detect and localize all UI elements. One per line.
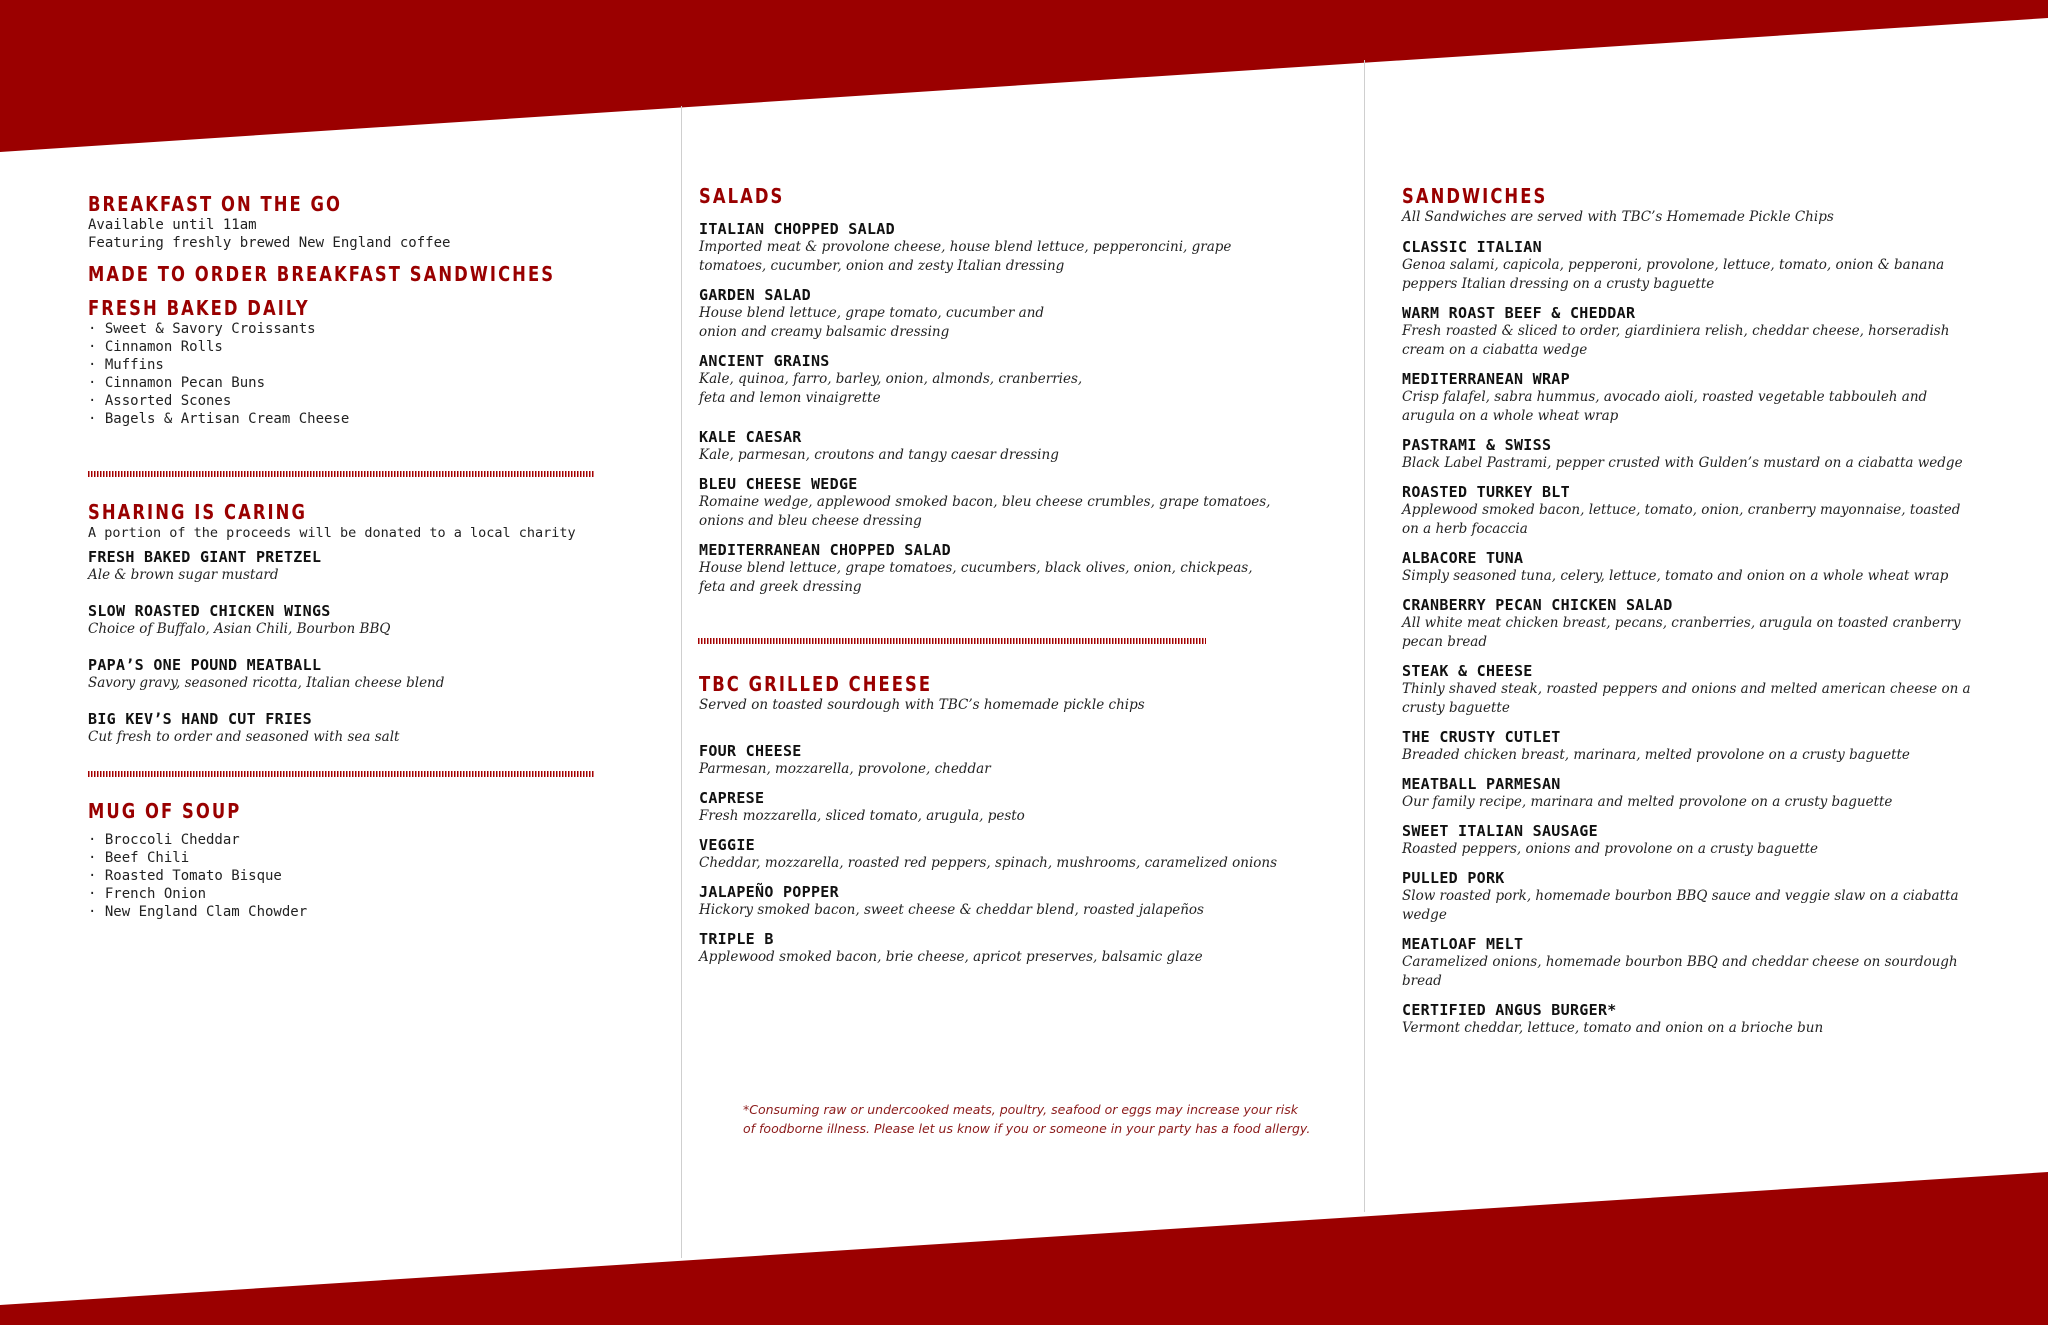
item-name: MEATLOAF MELT bbox=[1402, 935, 1524, 953]
item-name: ROASTED TURKEY BLT bbox=[1402, 483, 1570, 501]
list-item bbox=[1402, 775, 1977, 812]
list-item bbox=[1402, 436, 1977, 473]
item-description: Breaded chicken breast, marinara, melted provolone on a crusty baguette bbox=[1402, 747, 1910, 763]
list-item bbox=[1402, 728, 1977, 765]
item-name: KALE CAESAR bbox=[699, 428, 802, 446]
right-column bbox=[1402, 184, 1977, 1048]
item-description: Cheddar, mozzarella, roasted red peppers, spinach, mushrooms, caramelized onions bbox=[699, 855, 1278, 871]
list-item: · French Onion bbox=[88, 886, 207, 902]
list-item: · Beef Chili bbox=[88, 850, 190, 866]
item-name: BLEU CHEESE WEDGE bbox=[699, 475, 858, 493]
fresh-baked-list bbox=[88, 320, 648, 428]
list-item bbox=[699, 352, 1099, 408]
item-name: CAPRESE bbox=[699, 789, 765, 807]
item-name: MEDITERRANEAN WRAP bbox=[1402, 370, 1570, 388]
left-column bbox=[88, 192, 648, 428]
item-description: Parmesan, mozzarella, provolone, cheddar bbox=[699, 761, 991, 777]
salads-title: SALADS bbox=[699, 184, 785, 208]
list-item: · Roasted Tomato Bisque bbox=[88, 868, 282, 884]
list-item bbox=[699, 836, 1279, 873]
item-description: Kale, quinoa, farro, barley, onion, almonds, cranberries, feta and lemon vinaigrette bbox=[699, 371, 1083, 406]
item-description: Vermont cheddar, lettuce, tomato and onion on a brioche bun bbox=[1402, 1020, 1824, 1036]
list-item: · Broccoli Cheddar bbox=[88, 832, 240, 848]
made-to-order-title: MADE TO ORDER BREAKFAST SANDWICHES bbox=[88, 262, 556, 286]
list-item bbox=[88, 656, 648, 693]
list-item bbox=[1402, 238, 1977, 294]
item-description: Hickory smoked bacon, sweet cheese & cheddar blend, roasted jalapeños bbox=[699, 902, 1204, 918]
soup-title: MUG OF SOUP bbox=[88, 799, 242, 823]
list-item: · Assorted Scones bbox=[88, 393, 232, 409]
item-description: Romaine wedge, applewood smoked bacon, bleu cheese crumbles, grape tomatoes, onions and bleu cheese dressing bbox=[699, 494, 1271, 529]
list-item bbox=[699, 930, 1279, 967]
item-name: THE CRUSTY CUTLET bbox=[1402, 728, 1561, 746]
bottom-red-band bbox=[0, 1172, 2048, 1325]
section-divider-stripe bbox=[88, 771, 595, 777]
item-name: MEDITERRANEAN CHOPPED SALAD bbox=[699, 541, 951, 559]
list-item bbox=[1402, 549, 1977, 586]
item-name: CERTIFIED ANGUS BURGER* bbox=[1402, 1001, 1617, 1019]
sharing-title: SHARING IS CARING bbox=[88, 500, 307, 524]
list-item bbox=[699, 428, 1279, 465]
item-name: BIG KEV’S HAND CUT FRIES bbox=[88, 710, 312, 728]
list-item bbox=[1402, 662, 1977, 718]
top-red-band bbox=[0, 0, 2048, 152]
item-name: MEATBALL PARMESAN bbox=[1402, 775, 1561, 793]
list-item bbox=[699, 220, 1279, 276]
item-name: GARDEN SALAD bbox=[699, 286, 811, 304]
list-item bbox=[1402, 596, 1977, 652]
item-description: Savory gravy, seasoned ricotta, Italian cheese blend bbox=[88, 675, 445, 691]
breakfast-line: Featuring freshly brewed New England coffee bbox=[88, 235, 451, 251]
list-item bbox=[699, 789, 1279, 826]
item-name: SLOW ROASTED CHICKEN WINGS bbox=[88, 602, 331, 620]
item-description: Cut fresh to order and seasoned with sea salt bbox=[88, 729, 400, 745]
list-item bbox=[699, 883, 1279, 920]
breakfast-title: BREAKFAST ON THE GO bbox=[88, 192, 343, 216]
item-description: Slow roasted pork, homemade bourbon BBQ sauce and veggie slaw on a ciabatta wedge bbox=[1402, 888, 1959, 923]
section-divider-stripe bbox=[698, 638, 1206, 644]
list-item bbox=[88, 602, 648, 639]
grilled-cheese-subtitle: Served on toasted sourdough with TBC’s homemade pickle chips bbox=[699, 697, 1145, 713]
list-item bbox=[1402, 935, 1977, 991]
grilled-cheese-section bbox=[699, 672, 1279, 977]
item-description: Fresh mozzarella, sliced tomato, arugula, pesto bbox=[699, 808, 1025, 824]
soup-section bbox=[88, 799, 648, 921]
list-item bbox=[1402, 822, 1977, 859]
list-item: · Bagels & Artisan Cream Cheese bbox=[88, 411, 350, 427]
list-item: · New England Clam Chowder bbox=[88, 904, 308, 920]
item-name: CRANBERRY PECAN CHICKEN SALAD bbox=[1402, 596, 1673, 614]
item-description: Roasted peppers, onions and provolone on a crusty baguette bbox=[1402, 841, 1819, 857]
item-name: TRIPLE B bbox=[699, 930, 774, 948]
list-item: · Cinnamon Rolls bbox=[88, 339, 223, 355]
item-name: ALBACORE TUNA bbox=[1402, 549, 1524, 567]
list-item bbox=[699, 286, 1059, 342]
list-item bbox=[88, 710, 648, 747]
item-name: FRESH BAKED GIANT PRETZEL bbox=[88, 548, 322, 566]
list-item bbox=[88, 548, 648, 585]
item-name: PAPA’S ONE POUND MEATBALL bbox=[88, 656, 322, 674]
item-description: Crisp falafel, sabra hummus, avocado aioli, roasted vegetable tabbouleh and arugula on a whole wheat wrap bbox=[1402, 389, 1928, 424]
item-description: Ale & brown sugar mustard bbox=[88, 567, 279, 583]
middle-column bbox=[699, 184, 1279, 607]
list-item bbox=[699, 742, 1279, 779]
item-name: FOUR CHEESE bbox=[699, 742, 802, 760]
list-item bbox=[699, 541, 1259, 597]
item-name: WARM ROAST BEEF & CHEDDAR bbox=[1402, 304, 1636, 322]
list-item bbox=[1402, 304, 1977, 360]
item-description: Black Label Pastrami, pepper crusted with Gulden’s mustard on a ciabatta wedge bbox=[1402, 455, 1963, 471]
allergy-disclaimer: *Consuming raw or undercooked meats, poultry, seafood or eggs may increase your risk of foodborne illness. Please let us know if you or someone in your party has a food allergy. bbox=[743, 1102, 1311, 1136]
list-item bbox=[1402, 370, 1977, 426]
sandwiches-title: SANDWICHES bbox=[1402, 184, 1548, 208]
item-description: Simply seasoned tuna, celery, lettuce, tomato and onion on a whole wheat wrap bbox=[1402, 568, 1949, 584]
item-description: Genoa salami, capicola, pepperoni, provolone, lettuce, tomato, onion & banana peppers Italian dressing on a crusty baguette bbox=[1402, 257, 1945, 292]
item-name: CLASSIC ITALIAN bbox=[1402, 238, 1542, 256]
fresh-baked-title: FRESH BAKED DAILY bbox=[88, 296, 310, 320]
item-description: Fresh roasted & sliced to order, giardiniera relish, cheddar cheese, horseradish cream on a ciabatta wedge bbox=[1402, 323, 1950, 358]
list-item bbox=[1402, 1001, 1977, 1038]
item-description: All white meat chicken breast, pecans, cranberries, arugula on toasted cranberry pecan bread bbox=[1402, 615, 1961, 650]
item-name: VEGGIE bbox=[699, 836, 755, 854]
item-name: ITALIAN CHOPPED SALAD bbox=[699, 220, 895, 238]
item-description: Thinly shaved steak, roasted peppers and onions and melted american cheese on a crusty baguette bbox=[1402, 681, 1971, 716]
soup-list bbox=[88, 831, 648, 921]
item-name: JALAPEÑO POPPER bbox=[699, 883, 839, 901]
column-divider-right bbox=[1364, 60, 1365, 1212]
sandwiches-subtitle: All Sandwiches are served with TBC’s Homemade Pickle Chips bbox=[1402, 209, 1834, 225]
list-item bbox=[1402, 869, 1977, 925]
item-description: Imported meat & provolone cheese, house blend lettuce, pepperoncini, grape tomatoes, cucumber, onion and zesty Italian dressing bbox=[699, 239, 1232, 274]
list-item: · Muffins bbox=[88, 357, 164, 373]
list-item: · Cinnamon Pecan Buns bbox=[88, 375, 266, 391]
item-name: PASTRAMI & SWISS bbox=[1402, 436, 1552, 454]
list-item: · Sweet & Savory Croissants bbox=[88, 321, 316, 337]
sharing-section bbox=[88, 500, 648, 757]
item-description: Applewood smoked bacon, lettuce, tomato, onion, cranberry mayonnaise, toasted on a herb focaccia bbox=[1402, 502, 1961, 537]
sandwich-list bbox=[1402, 238, 1977, 1038]
breakfast-line: Available until 11am bbox=[88, 217, 257, 233]
item-description: Caramelized onions, homemade bourbon BBQ and cheddar cheese on sourdough bread bbox=[1402, 954, 1958, 989]
section-divider-stripe bbox=[88, 471, 595, 477]
item-name: STEAK & CHEESE bbox=[1402, 662, 1533, 680]
item-description: Choice of Buffalo, Asian Chili, Bourbon BBQ bbox=[88, 621, 391, 637]
item-name: ANCIENT GRAINS bbox=[699, 352, 830, 370]
item-name: PULLED PORK bbox=[1402, 869, 1505, 887]
item-description: Our family recipe, marinara and melted provolone on a crusty baguette bbox=[1402, 794, 1893, 810]
item-name: SWEET ITALIAN SAUSAGE bbox=[1402, 822, 1598, 840]
item-description: House blend lettuce, grape tomatoes, cucumbers, black olives, onion, chickpeas, feta and greek dressing bbox=[699, 560, 1253, 595]
item-description: House blend lettuce, grape tomato, cucumber and onion and creamy balsamic dressing bbox=[699, 305, 1045, 340]
column-divider-left bbox=[681, 106, 682, 1258]
list-item bbox=[699, 475, 1279, 531]
item-description: Kale, parmesan, croutons and tangy caesar dressing bbox=[699, 447, 1059, 463]
item-description: Applewood smoked bacon, brie cheese, apricot preserves, balsamic glaze bbox=[699, 949, 1203, 965]
grilled-cheese-title: TBC GRILLED CHEESE bbox=[699, 672, 933, 696]
list-item bbox=[1402, 483, 1977, 539]
sharing-subtitle: A portion of the proceeds will be donated to a local charity bbox=[88, 525, 576, 541]
